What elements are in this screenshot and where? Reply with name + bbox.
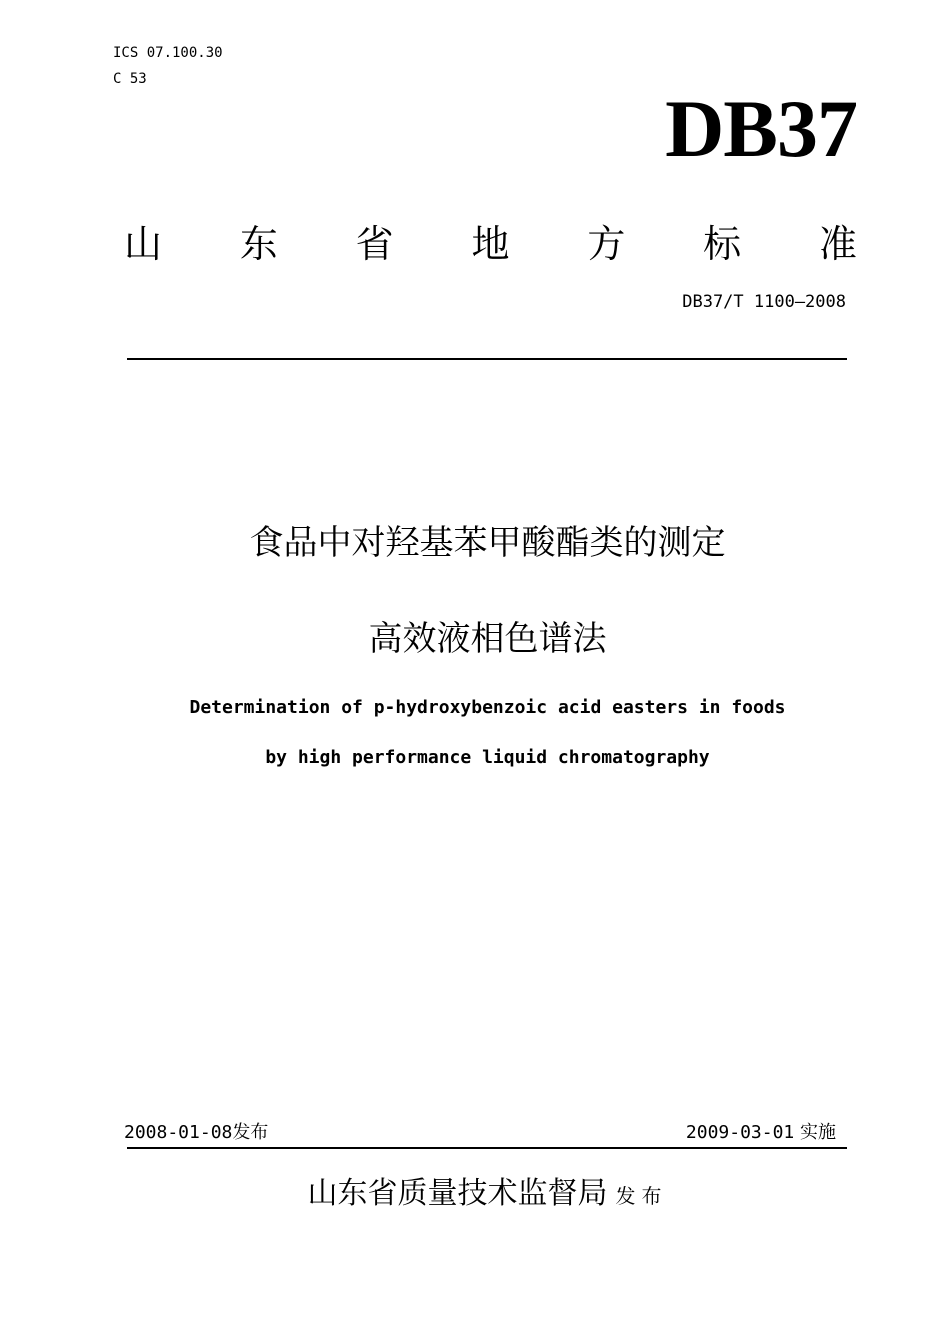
ics-code: ICS 07.100.30: [113, 45, 223, 61]
bottom-divider: [127, 1147, 847, 1149]
standard-type-char: 地: [471, 222, 510, 266]
standard-number: DB37/T 1100—2008: [682, 292, 846, 312]
top-divider: [127, 358, 847, 360]
ccs-code: C 53: [113, 71, 147, 87]
standard-type-char: 东: [239, 222, 278, 266]
issue-date-block: [124, 1120, 268, 1146]
standard-type-char: 方: [587, 222, 626, 266]
method-chinese: 高效液相色谱法: [368, 619, 607, 659]
implement-date: 2009-03-01: [685, 1122, 795, 1143]
title-english-line-2: by high performance liquid chromatography: [265, 747, 710, 768]
publisher-org: 山东省质量技术监督局: [307, 1176, 608, 1211]
publisher-line: [0, 1172, 950, 1218]
title-english-line-1: Determination of p-hydroxybenzoic acid easters in foods: [189, 697, 786, 718]
standard-logo: DB37: [665, 83, 857, 174]
issue-date: 2008-01-08: [124, 1122, 233, 1143]
standard-type-char: 标: [703, 222, 742, 266]
implement-date-block: [686, 1120, 836, 1146]
standard-type-char: 山: [124, 222, 163, 266]
standard-type-char: 省: [355, 222, 394, 266]
standard-type-char: 准: [818, 222, 857, 266]
standard-type-heading: [124, 218, 857, 270]
title-chinese: 食品中对羟基苯甲酸酯类的测定: [249, 523, 726, 563]
publisher-action: 发布: [615, 1184, 668, 1208]
implement-label: 实施: [800, 1122, 836, 1143]
issue-label: 发布: [232, 1122, 269, 1143]
